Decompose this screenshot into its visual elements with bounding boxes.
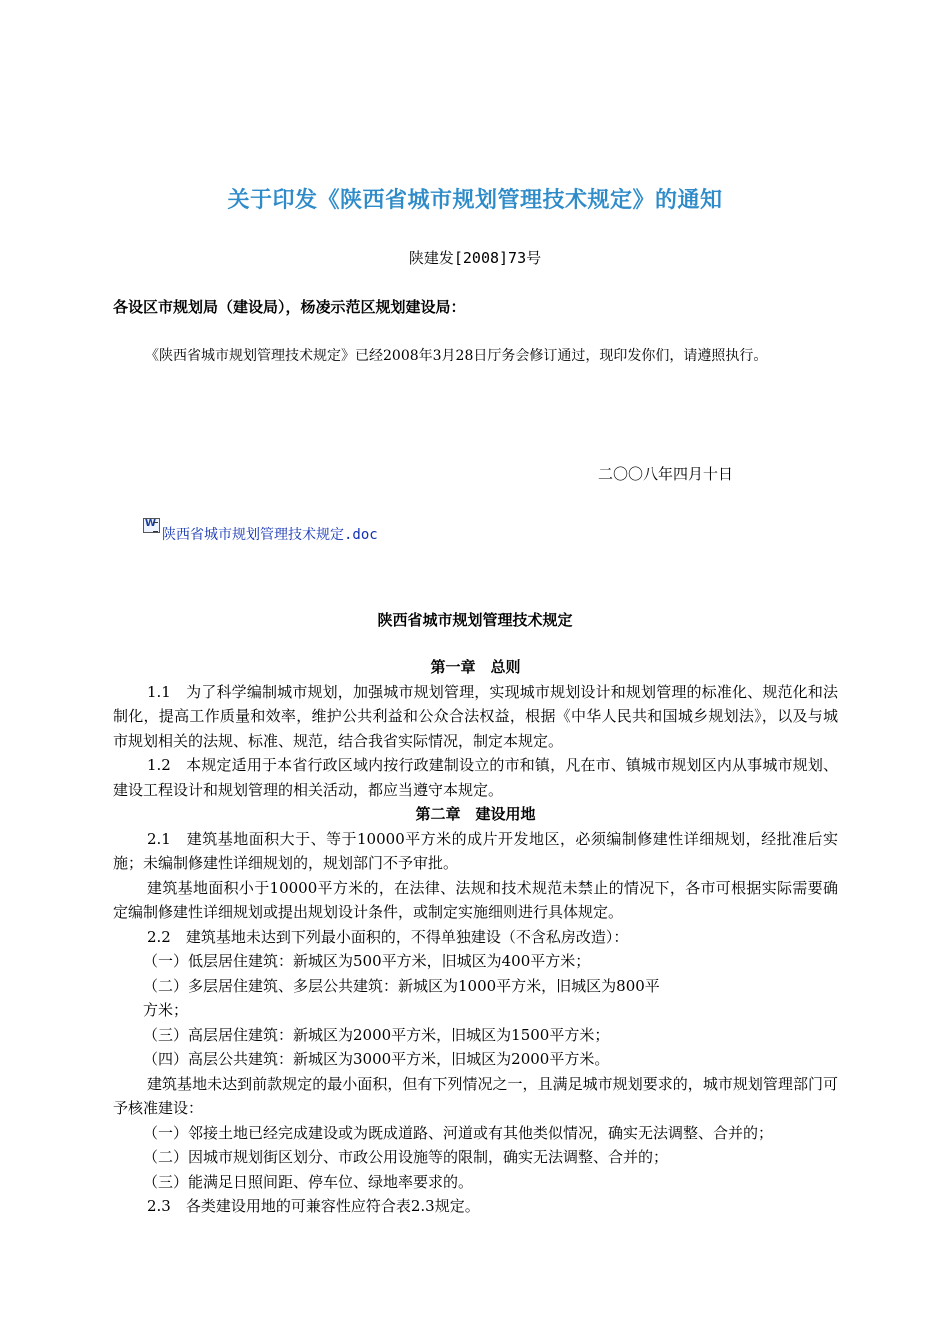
attachment-link[interactable]: 陕西省城市规划管理技术规定.doc (162, 527, 378, 543)
clause-2-1: 2.1 建筑基地面积大于、等于10000平方米的成片开发地区，必须编制修建性详细规划，经批准后实施；未编制修建性详细规划的，规划部门不予审批。 (113, 829, 838, 872)
regulation-title: 陕西省城市规划管理技术规定 (377, 611, 573, 629)
issue-date: 二〇〇八年四月十日 (598, 465, 734, 483)
clause-2-2-paragraph: 建筑基地未达到前款规定的最小面积，但有下列情况之一，且满足城市规划要求的，城市规划管理部门可予核准建设： (113, 1074, 838, 1117)
notice-body: 《陕西省城市规划管理技术规定》已经2008年3月28日厅务会修订通过，现印发你们，请遵照执行。 (145, 348, 768, 364)
list-item: （一）邻接土地已经完成建设或为既成道路、河道或有其他类似情况，确实无法调整、合并的； (143, 1123, 774, 1142)
regulation-body (113, 655, 838, 1219)
chapter-heading: 第一章 总则 (430, 658, 521, 676)
list-item: （四）高层公共建筑：新城区为3000平方米，旧城区为2000平方米。 (143, 1050, 610, 1068)
list-item: （三）高层居住建筑：新城区为2000平方米，旧城区为1500平方米； (143, 1025, 610, 1044)
clause-1-1: 1.1 为了科学编制城市规划，加强城市规划管理，实现城市规划设计和规划管理的标准化、规范化和法制化，提高工作质量和效率，维护公共利益和公众合法权益，根据《中华人民共和国城乡规划法》，以及与城市规划相关的法规、标准、规范，结合我省实际情况，制定本规定。 (113, 682, 838, 750)
list-item: 方米； (143, 1001, 189, 1019)
list-item: （一）低层居住建筑：新城区为500平方米，旧城区为400平方米； (143, 952, 591, 970)
notice-title: 关于印发《陕西省城市规划管理技术规定》的通知 (227, 188, 723, 213)
clause-1-2: 1.2 本规定适用于本省行政区域内按行政建制设立的市和镇，凡在市、镇城市规划区内从事城市规划、建设工程设计和规划管理的相关活动，都应当遵守本规定。 (113, 756, 838, 799)
list-item: （二）多层居住建筑、多层公共建筑：新城区为1000平方米，旧城区为800平 (143, 976, 660, 995)
list-item: （二）因城市规划街区划分、市政公用设施等的限制，确实无法调整、合并的； (143, 1148, 669, 1166)
clause-2-1-paragraph: 建筑基地面积小于10000平方米的，在法律、法规和技术规范未禁止的情况下，各市可根据实际需要确定编制修建性详细规划或提出规划设计条件，或制定实施细则进行具体规定。 (113, 878, 838, 921)
clause-2-3: 2.3 各类建设用地的可兼容性应符合表2.3规定。 (147, 1197, 480, 1215)
clause-2-2: 2.2 建筑基地未达到下列最小面积的，不得单独建设（不含私房改造）： (147, 927, 629, 946)
list-item: （三）能满足日照间距、停车位、绿地率要求的。 (143, 1172, 474, 1191)
document-number: 陕建发[2008]73号 (408, 249, 542, 267)
attachment[interactable] (143, 518, 378, 544)
chapter-heading: 第二章 建设用地 (415, 805, 536, 823)
addressee: 各设区市规划局（建设局），杨凌示范区规划建设局： (113, 298, 466, 316)
word-document-icon[interactable]: W (143, 518, 160, 533)
